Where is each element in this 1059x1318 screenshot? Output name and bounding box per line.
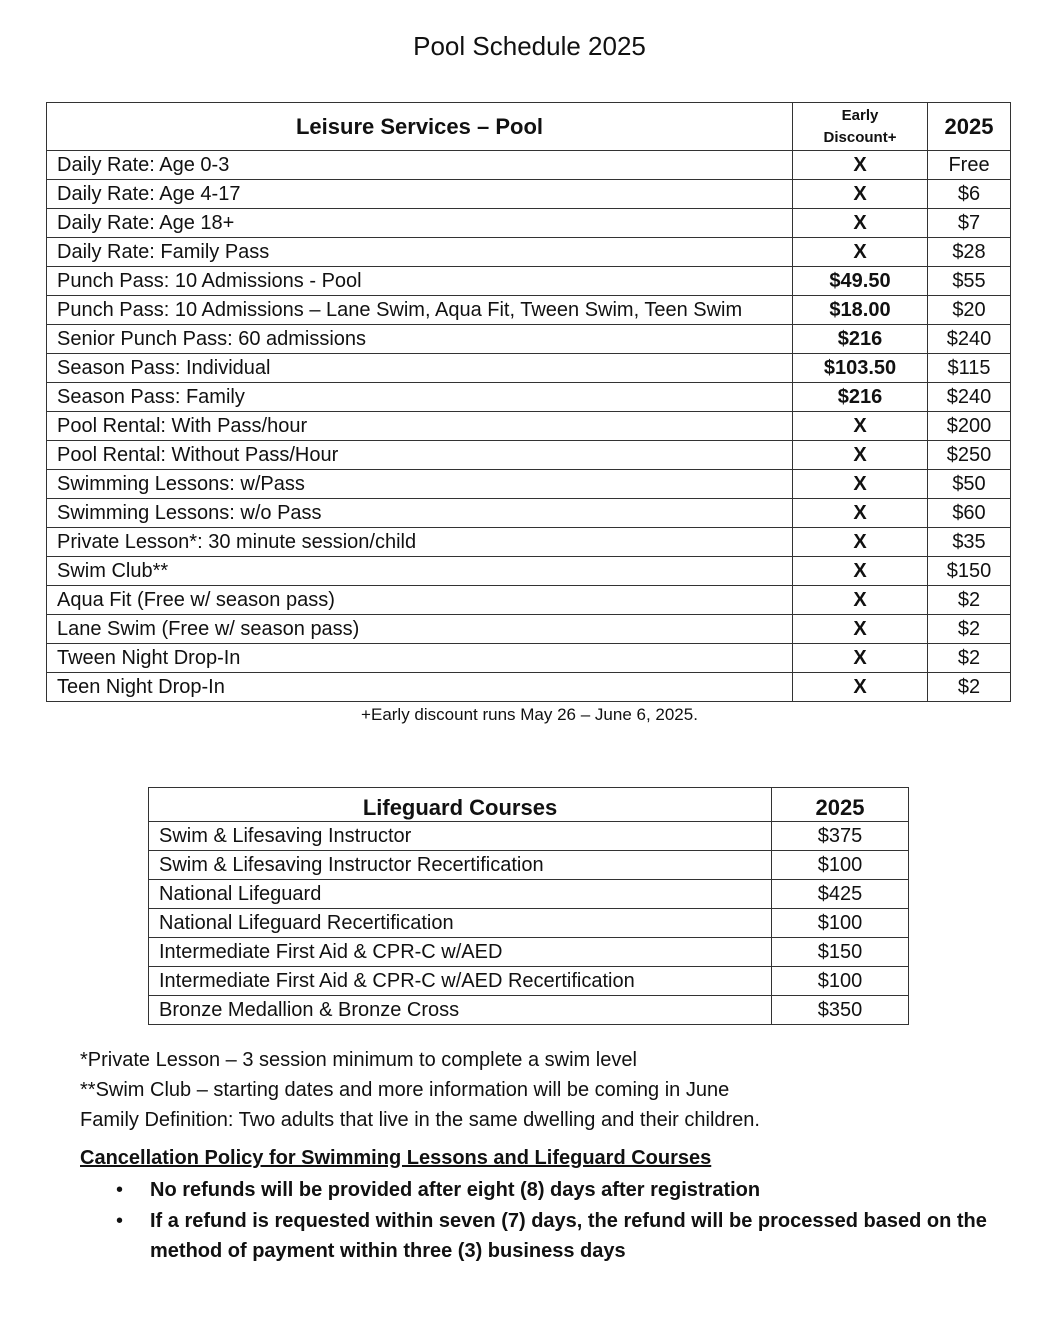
leisure-row (47, 267, 1011, 296)
leisure-price-cell: $150 (928, 557, 1011, 586)
lifeguard-course-cell: National Lifeguard (149, 880, 772, 909)
leisure-services-table (46, 102, 1011, 702)
lifeguard-price-cell: $100 (772, 909, 909, 938)
early-discount-label-line1: Early (841, 106, 879, 124)
footnotes (80, 1045, 1040, 1135)
leisure-service-cell: Private Lesson*: 30 minute session/child (47, 528, 793, 557)
leisure-row (47, 673, 1011, 702)
leisure-row (47, 644, 1011, 673)
bullet-icon: • (116, 1179, 124, 1201)
lifeguard-header-course: Lifeguard Courses (149, 788, 772, 822)
leisure-price-cell: $2 (928, 586, 1011, 615)
leisure-price-cell: $240 (928, 383, 1011, 412)
leisure-service-cell: Season Pass: Individual (47, 354, 793, 383)
leisure-early-discount-cell: X (793, 209, 928, 238)
leisure-header-row (47, 103, 1011, 151)
leisure-early-discount-cell: X (793, 586, 928, 615)
leisure-service-cell: Swim Club** (47, 557, 793, 586)
leisure-price-cell: $250 (928, 441, 1011, 470)
cancellation-policy-heading: Cancellation Policy for Swimming Lessons and Lifeguard Courses (80, 1147, 712, 1169)
leisure-price-cell: $2 (928, 644, 1011, 673)
leisure-row (47, 296, 1011, 325)
lifeguard-price-cell: $350 (772, 996, 909, 1025)
leisure-service-cell: Swimming Lessons: w/o Pass (47, 499, 793, 528)
leisure-row (47, 412, 1011, 441)
lifeguard-row (149, 967, 909, 996)
lifeguard-price-cell: $100 (772, 851, 909, 880)
leisure-row (47, 180, 1011, 209)
leisure-service-cell: Daily Rate: Age 4-17 (47, 180, 793, 209)
lifeguard-courses-table (148, 787, 909, 1025)
leisure-early-discount-cell: X (793, 151, 928, 180)
leisure-price-cell: $60 (928, 499, 1011, 528)
lifeguard-price-cell: $425 (772, 880, 909, 909)
leisure-row (47, 151, 1011, 180)
leisure-row (47, 238, 1011, 267)
leisure-service-cell: Punch Pass: 10 Admissions – Lane Swim, Aqua Fit, Tween Swim, Teen Swim (47, 296, 793, 325)
leisure-service-cell: Daily Rate: Family Pass (47, 238, 793, 267)
leisure-row (47, 586, 1011, 615)
policy-item (112, 1206, 1012, 1266)
lifeguard-course-cell: Intermediate First Aid & CPR-C w/AED (149, 938, 772, 967)
leisure-price-cell: $2 (928, 615, 1011, 644)
lifeguard-row (149, 822, 909, 851)
leisure-service-cell: Pool Rental: With Pass/hour (47, 412, 793, 441)
leisure-early-discount-cell: X (793, 528, 928, 557)
lifeguard-row (149, 996, 909, 1025)
leisure-early-discount-cell: X (793, 470, 928, 499)
leisure-header-service: Leisure Services – Pool (47, 103, 793, 151)
leisure-row (47, 209, 1011, 238)
leisure-early-discount-cell: X (793, 673, 928, 702)
leisure-row (47, 441, 1011, 470)
bullet-icon: • (116, 1210, 124, 1232)
lifeguard-row (149, 851, 909, 880)
leisure-early-discount-cell: $18.00 (793, 296, 928, 325)
leisure-service-cell: Tween Night Drop-In (47, 644, 793, 673)
footnote-private-lesson: *Private Lesson – 3 session minimum to complete a swim level (80, 1049, 637, 1071)
leisure-price-cell: $200 (928, 412, 1011, 441)
leisure-price-cell: $240 (928, 325, 1011, 354)
lifeguard-price-cell: $150 (772, 938, 909, 967)
leisure-price-cell: $115 (928, 354, 1011, 383)
lifeguard-course-cell: Bronze Medallion & Bronze Cross (149, 996, 772, 1025)
leisure-early-discount-cell: X (793, 499, 928, 528)
leisure-service-cell: Punch Pass: 10 Admissions - Pool (47, 267, 793, 296)
leisure-price-cell: $2 (928, 673, 1011, 702)
lifeguard-row (149, 938, 909, 967)
lifeguard-price-cell: $100 (772, 967, 909, 996)
leisure-row (47, 470, 1011, 499)
lifeguard-header-year: 2025 (772, 788, 909, 822)
leisure-service-cell: Senior Punch Pass: 60 admissions (47, 325, 793, 354)
leisure-early-discount-cell: X (793, 441, 928, 470)
leisure-early-discount-cell: X (793, 412, 928, 441)
page-title: Pool Schedule 2025 (413, 31, 646, 61)
leisure-row (47, 354, 1011, 383)
leisure-row (47, 383, 1011, 412)
early-discount-label-line2: Discount+ (823, 128, 897, 146)
cancellation-policy-list (112, 1175, 1012, 1267)
leisure-service-cell: Aqua Fit (Free w/ season pass) (47, 586, 793, 615)
leisure-price-cell: $35 (928, 528, 1011, 557)
leisure-price-cell: $6 (928, 180, 1011, 209)
footnote-family-definition: Family Definition: Two adults that live in the same dwelling and their children. (80, 1109, 760, 1131)
policy-item-text: No refunds will be provided after eight (8) days after registration (150, 1179, 761, 1201)
leisure-service-cell: Lane Swim (Free w/ season pass) (47, 615, 793, 644)
leisure-early-discount-cell: X (793, 238, 928, 267)
lifeguard-header-row (149, 788, 909, 822)
leisure-early-discount-cell: $49.50 (793, 267, 928, 296)
leisure-early-discount-cell: $216 (793, 325, 928, 354)
lifeguard-row (149, 909, 909, 938)
leisure-row (47, 615, 1011, 644)
leisure-header-year: 2025 (928, 103, 1011, 151)
leisure-row (47, 325, 1011, 354)
leisure-service-cell: Teen Night Drop-In (47, 673, 793, 702)
leisure-price-cell: $50 (928, 470, 1011, 499)
leisure-service-cell: Swimming Lessons: w/Pass (47, 470, 793, 499)
lifeguard-course-cell: Swim & Lifesaving Instructor Recertification (149, 851, 772, 880)
leisure-price-cell: $55 (928, 267, 1011, 296)
leisure-early-discount-cell: X (793, 644, 928, 673)
leisure-price-cell: $28 (928, 238, 1011, 267)
policy-item (112, 1175, 1012, 1205)
footnote-swim-club: **Swim Club – starting dates and more information will be coming in June (80, 1079, 730, 1101)
leisure-early-discount-cell: X (793, 180, 928, 209)
leisure-early-discount-cell: $216 (793, 383, 928, 412)
leisure-header-early-discount (793, 103, 928, 151)
lifeguard-course-cell: Intermediate First Aid & CPR-C w/AED Recertification (149, 967, 772, 996)
leisure-row (47, 557, 1011, 586)
leisure-early-discount-cell: X (793, 615, 928, 644)
leisure-row (47, 528, 1011, 557)
lifeguard-course-cell: National Lifeguard Recertification (149, 909, 772, 938)
lifeguard-price-cell: $375 (772, 822, 909, 851)
lifeguard-row (149, 880, 909, 909)
leisure-early-discount-cell: X (793, 557, 928, 586)
early-discount-note: +Early discount runs May 26 – June 6, 2025. (361, 705, 698, 724)
leisure-price-cell: $20 (928, 296, 1011, 325)
policy-item-text: If a refund is requested within seven (7) days, the refund will be processed based on the method of payment within three (3) business days (150, 1210, 987, 1262)
leisure-early-discount-cell: $103.50 (793, 354, 928, 383)
lifeguard-course-cell: Swim & Lifesaving Instructor (149, 822, 772, 851)
leisure-row (47, 499, 1011, 528)
leisure-service-cell: Daily Rate: Age 0-3 (47, 151, 793, 180)
leisure-service-cell: Season Pass: Family (47, 383, 793, 412)
leisure-price-cell: $7 (928, 209, 1011, 238)
leisure-service-cell: Pool Rental: Without Pass/Hour (47, 441, 793, 470)
leisure-price-cell: Free (928, 151, 1011, 180)
leisure-service-cell: Daily Rate: Age 18+ (47, 209, 793, 238)
